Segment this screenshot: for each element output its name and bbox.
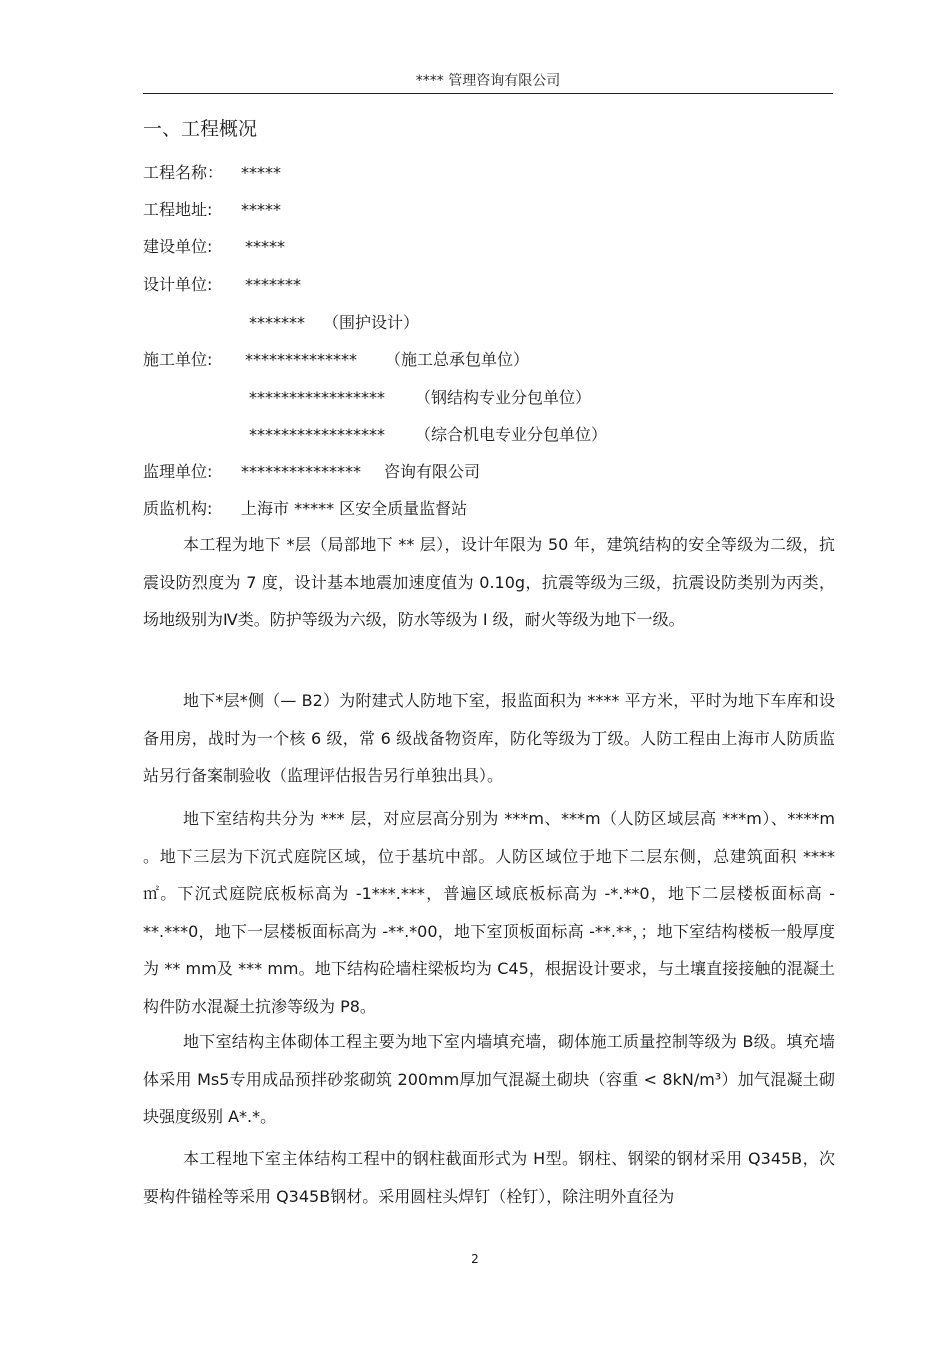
quality-row (143, 496, 467, 519)
contractor-label: 施工单位: (143, 350, 213, 369)
designer-extra-row (249, 310, 419, 333)
paragraph-civil-defense: 地下*层*侧（— B2）为附建式人防地下室，报监面积为 **** 平方米，平时为地下车库和设备用房，战时为一个核 6 级，常 6 级战备物资库，防化等级为丁级。人防工程由上海市人防质监站另行备案制验收（监理评估报告另行单独出具）。 (143, 691, 835, 785)
project-address-value: ***** (241, 200, 281, 219)
paragraph-overview: 本工程为地下 *层（局部地下 ** 层），设计年限为 50 年，建筑结构的安全等级为二级，抗震设防烈度为 7 度，设计基本地震加速度值为 0.10g，抗震等级为三级，抗震设防类别为丙类，场地级别为Ⅳ类。防护等级为六级，防水等级为 Ⅰ 级，耐火等级为地下一级。 (143, 535, 835, 629)
supervisor-label: 监理单位: (143, 462, 213, 481)
designer-value: ******* (245, 275, 301, 294)
project-address-label: 工程地址: (143, 200, 213, 219)
project-name-label: 工程名称： (143, 163, 224, 182)
section-title: 一、工程概况 (143, 118, 258, 140)
supervisor-value: *************** (241, 462, 361, 481)
designer-extra-note: （围护设计） (323, 313, 420, 332)
paragraph-steel: 本工程地下室主体结构工程中的钢柱截面形式为 H型。钢柱、钢梁的钢材采用 Q345B，次要构件锚栓等采用 Q345B钢材。采用圆柱头焊钉（栓钉），除注明外直径为 (143, 1149, 835, 1206)
designer-label: 设计单位: (143, 275, 213, 294)
contractor-note: （施工总承包单位） (385, 350, 530, 369)
header-divider (143, 93, 833, 94)
owner-value: ***** (245, 237, 285, 256)
project-address-row (143, 197, 281, 220)
contractor-mep-note: （综合机电专业分包单位） (415, 425, 608, 444)
contractor-steel-value: ***************** (249, 388, 385, 407)
page-number: 2 (471, 1252, 479, 1266)
designer-row (143, 272, 301, 295)
paragraph-structure: 地下室结构共分为 *** 层，对应层高分别为 ***m、***m（人防区域层高 ***m）、****m 。地下三层为下沉式庭院区域，位于基坑中部。人防区域位于地下二层东侧，总建筑面积 **** ㎡。下沉式庭院底板标高为 -1***.***，普遍区域底板标高为 -*.**0，地下二层楼板面标高 -**.***0，地下一层楼板面标高为 -**.*00，地下室顶板面标高 -**.**，；地下室结构楼板一般厚度为 ** mm及 *** mm。地下结构砼墙柱梁板均为 C45，根据设计要求，与土壤直接接触的混凝土构件防水混凝土抗渗等级为 P8。 (143, 809, 835, 1016)
quality-value: 上海市 ***** 区安全质量监督站 (241, 499, 468, 518)
contractor-row (143, 347, 529, 370)
supervisor-note: 咨询有限公司 (384, 462, 481, 481)
contractor-mep-row (249, 422, 607, 445)
supervisor-row (143, 459, 480, 482)
contractor-steel-row (249, 385, 591, 408)
project-name-value: ***** (241, 163, 281, 182)
owner-label: 建设单位: (143, 237, 213, 256)
contractor-steel-note: （钢结构专业分包单位） (415, 388, 592, 407)
page-header: **** 管理咨询有限公司 (415, 73, 561, 89)
contractor-mep-value: ***************** (249, 425, 385, 444)
contractor-value: ************** (245, 350, 357, 369)
paragraph-masonry: 地下室结构主体砌体工程主要为地下室内墙填充墙，砌体施工质量控制等级为 B级。填充墙体采用 Ms5专用成品预拌砂浆砌筑 200mm厚加气混凝土砌块（容重 < 8kN/m³）加气混凝土砌块强度级别 A*.*。 (143, 1032, 835, 1126)
owner-row (143, 234, 285, 257)
designer-extra-value: ******* (249, 313, 305, 332)
quality-label: 质监机构: (143, 499, 213, 518)
project-name-row (143, 160, 281, 183)
